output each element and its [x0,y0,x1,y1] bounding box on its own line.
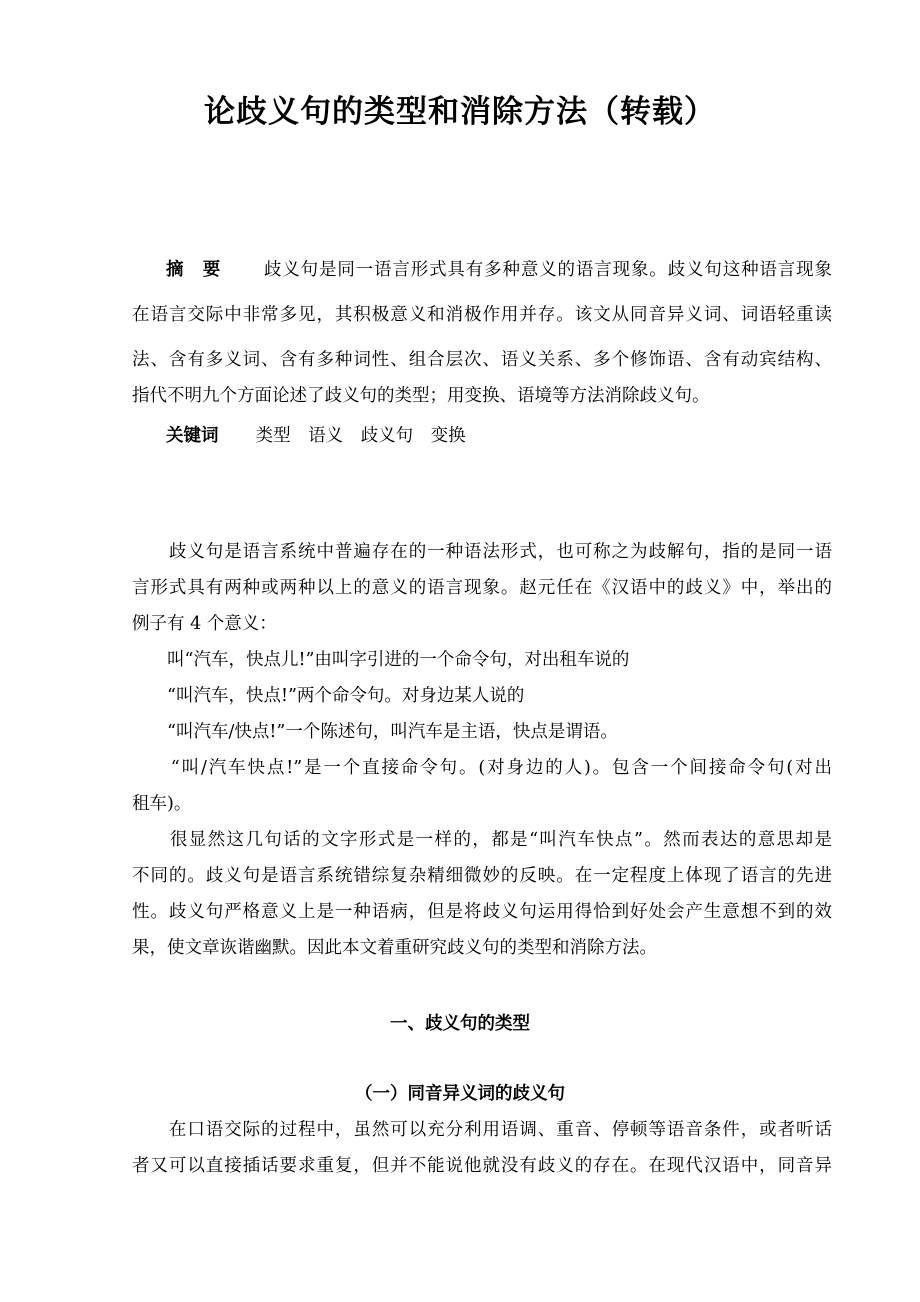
keywords-line [132,424,832,448]
body-line-10: 不同的。歧义句是语言系统错综复杂精细微妙的反映。在一定程度上体现了语言的先进 [132,866,832,886]
body-line-9: 很显然这几句话的文字形式是一样的，都是“叫汽车快点”。然而表达的意思却是 [132,830,832,850]
abstract-line-4: 指代不明九个方面论述了歧义句的类型；用变换、语境等方法消除歧义句。 [132,386,710,406]
subsection-heading: （一）同音异义词的歧义句 [355,1084,565,1104]
body-line-7: “叫/汽车快点!”是一个直接命令句。(对身边的人)。包含一个间接命令句(对出 [132,758,832,778]
abstract-label: 摘 要 [166,260,222,280]
body-line-4: 叫“汽车，快点儿!”由叫字引进的一个命令句，对出租车说的 [132,650,630,670]
abstract-text-1: 歧义句是同一语言形式具有多种意义的语言现象。歧义句这种语言现象 [263,260,832,280]
body-line-12: 果，使文章诙谐幽默。因此本文着重研究歧义句的类型和消除方法。 [132,938,657,958]
body-line-3: 例子有 4 个意义： [132,614,277,634]
body-line-1: 歧义句是语言系统中普遍存在的一种语法形式，也可称之为歧解句，指的是同一语 [132,542,832,562]
abstract-line-1 [132,258,832,282]
body-line-11: 性。歧义句严格意义上是一种语病，但是将歧义句运用得恰到好处会产生意想不到的效 [132,902,832,922]
keywords-text: 类型 语义 歧义句 变换 [255,426,466,446]
section-line-2: 者又可以直接插话要求重复，但并不能说他就没有歧义的存在。在现代汉语中，同音异 [132,1156,832,1176]
body-line-5: “叫汽车，快点!”两个命令句。对身边某人说的 [132,686,525,706]
document-title: 论歧义句的类型和消除方法（转载） [204,94,716,130]
keywords-label: 关键词 [166,426,219,446]
abstract-line-3: 法、含有多义词、含有多种词性、组合层次、语义关系、多个修饰语、含有动宾结构、 [132,350,832,370]
abstract-line-2: 在语言交际中非常多见，其积极意义和消极作用并存。该文从同音异义词、词语轻重读 [132,305,832,325]
section-line-1: 在口语交际的过程中，虽然可以充分利用语调、重音、停顿等语音条件，或者听话 [132,1120,832,1140]
body-line-6: “叫汽车/快点!”一个陈述句，叫汽车是主语，快点是谓语。 [132,722,618,742]
section-heading: 一、歧义句的类型 [390,1014,530,1034]
body-line-8: 租车)。 [132,794,192,814]
body-line-2: 言形式具有两种或两种以上的意义的语言现象。赵元任在《汉语中的歧义》中，举出的 [132,578,832,598]
